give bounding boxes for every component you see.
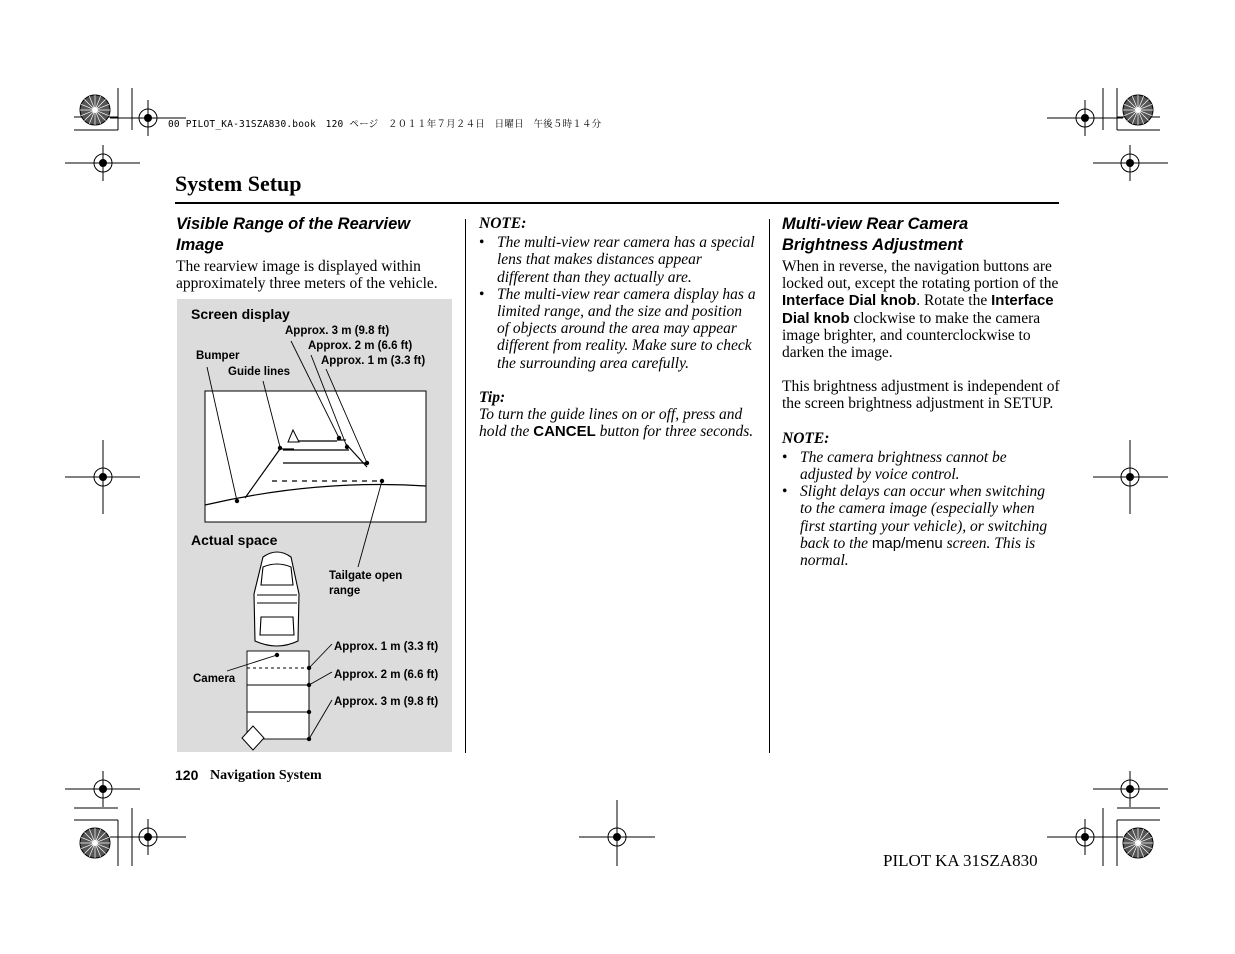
book-title: Navigation System — [210, 768, 322, 783]
actual-space-grid — [247, 651, 309, 739]
page-number: 120 — [175, 767, 199, 783]
p1-text-a: When in reverse, the navigation buttons are locked out, except the rotating portion of the — [782, 258, 1059, 293]
actual-space-label: Actual space — [191, 532, 278, 548]
visible-range-heading: Visible Range of the Rearview Image — [176, 215, 411, 254]
tip-text — [479, 406, 757, 440]
approx-3m-label: Approx. 3 m (9.8 ft) — [285, 325, 390, 337]
note-heading: NOTE: — [479, 215, 527, 232]
model-code: PILOT KA 31SZA830 — [883, 851, 1038, 870]
title-rule — [175, 202, 1059, 204]
tip-text-post: button for three seconds. — [595, 423, 754, 441]
column-divider-1 — [465, 219, 466, 753]
note-item-2: • The multi-view rear camera display has a limited range, and the size and position of objects around the area may appear different from reality. Make sure to check the surrounding area carefully. — [479, 286, 757, 372]
note2-post: screen. This is normal. — [800, 534, 1036, 570]
actual-1m-label: Approx. 1 m (3.3 ft) — [334, 641, 439, 653]
cancel-button-name: CANCEL — [533, 423, 596, 441]
visible-range-intro: The rearview image is displayed within approximately three meters of the vehicle. — [176, 258, 438, 293]
tailgate-label-line2: range — [329, 585, 361, 597]
bumper-label: Bumper — [196, 350, 240, 362]
screen-display-label: Screen display — [191, 306, 290, 322]
camera-label: Camera — [193, 673, 236, 685]
left-column — [176, 214, 458, 292]
approx-1m-label: Approx. 1 m (3.3 ft) — [321, 355, 426, 367]
p1-text-c: clockwise to make the camera image brighter, and counterclockwise to darken the image. — [782, 309, 1041, 362]
interface-dial-knob-name: Interface Dial knob — [782, 292, 917, 310]
right-column — [782, 214, 1060, 569]
right-note-heading: NOTE: — [782, 429, 830, 447]
tailgate-label-line1: Tailgate open — [329, 570, 403, 582]
map-menu-button-name: map/menu — [871, 534, 943, 552]
tip-text-pre: To turn the guide lines on or off, press and hold the — [479, 406, 743, 441]
tip-heading: Tip: — [479, 388, 506, 406]
brightness-paragraph-2: This brightness adjustment is independent of the screen brightness adjustment in SETUP. — [782, 378, 1060, 413]
rearview-range-diagram — [177, 299, 452, 752]
car-top-view — [254, 552, 299, 646]
right-note-item-2 — [782, 483, 1060, 569]
middle-column — [479, 215, 757, 440]
interface-dial-knob-name-2: Interface Dial knob — [782, 292, 1054, 327]
column-divider-2 — [769, 219, 770, 753]
guide-lines-label: Guide lines — [228, 366, 290, 378]
print-header: 00 PILOT_KA-31SZA830.book 120 ページ ２０１１年７月２４日 日曜日 午後５時１４分 — [168, 119, 602, 130]
actual-2m-label: Approx. 2 m (6.6 ft) — [334, 669, 439, 681]
right-note-item-1: • The camera brightness cannot be adjusted by voice control. — [782, 449, 1060, 483]
p1-text-b: . Rotate the — [916, 292, 992, 310]
section-title: System Setup — [175, 171, 302, 196]
note2-pre: Slight delays can occur when switching to the camera image (especially when first starting your vehicle), or switching back to the — [800, 483, 1048, 552]
note-item-1: • The multi-view rear camera has a special lens that makes distances appear different than they actually are. — [479, 234, 757, 286]
actual-3m-label: Approx. 3 m (9.8 ft) — [334, 696, 439, 708]
brightness-heading: Multi-view Rear Camera Brightness Adjustment — [782, 215, 969, 254]
brightness-paragraph-1 — [782, 258, 1060, 361]
approx-2m-label: Approx. 2 m (6.6 ft) — [308, 340, 413, 352]
